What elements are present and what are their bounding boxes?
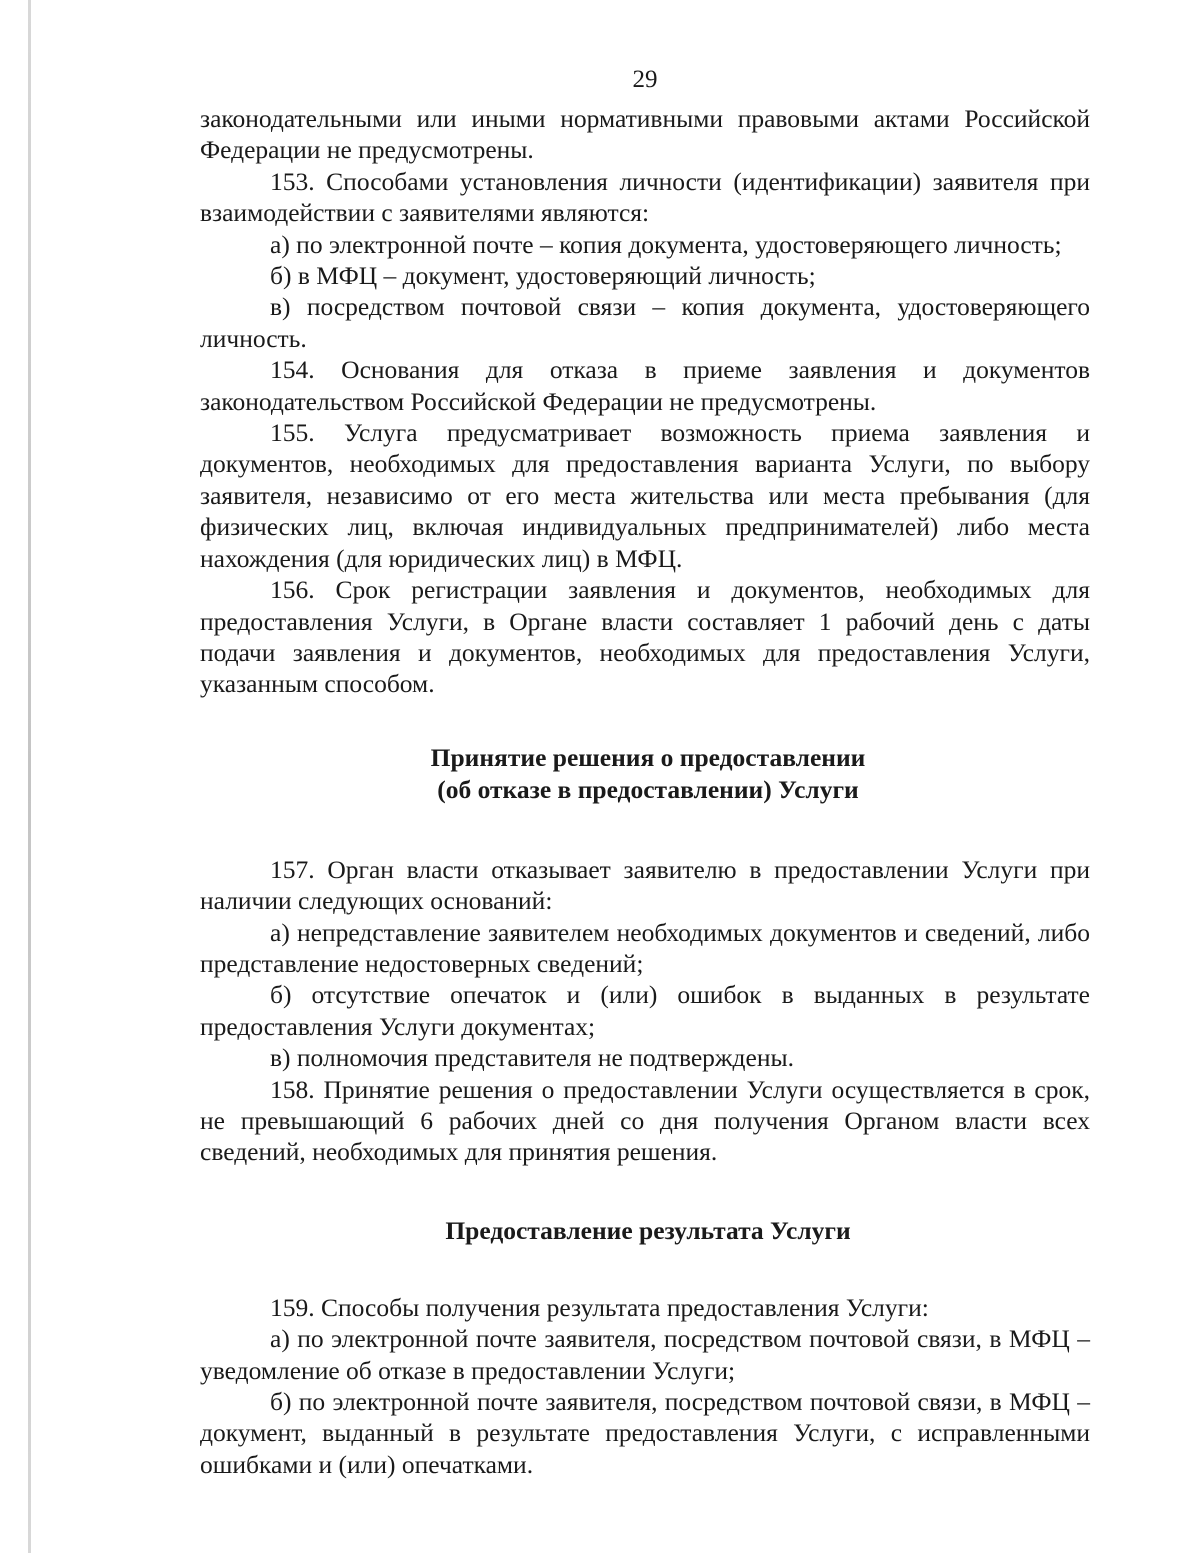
paragraph-159: 159. Способы получения результата предоставления Услуги: [270, 1292, 929, 1322]
section-heading-decision-line2: (об отказе в предоставлении) Услуги [437, 774, 859, 804]
section-heading-result [200, 1215, 1090, 1247]
paragraph-153-a: а) по электронной почте – копия документа, удостоверяющего личность; [270, 229, 1062, 259]
paragraph-157-a: а) непредставление заявителем необходимых документов и сведений, либо представление недостоверных сведений; [200, 917, 1090, 978]
section-heading-decision [200, 742, 1090, 806]
paragraph-159-b: б) по электронной почте заявителя, посредством почтовой связи, в МФЦ – документ, выданный в результате предоставления Услуги, с исправленными ошибками и (или) опечатками. [200, 1387, 1090, 1479]
paragraph-154: 154. Основания для отказа в приеме заявления и документов законодательством Российской Федерации не предусмотрены. [200, 355, 1090, 416]
paragraph-156: 156. Срок регистрации заявления и документов, необходимых для предоставления Услуги, в Органе власти составляет 1 рабочий день с даты подачи заявления и документов, необходимых для предоставления Услуги, указанным способом. [200, 575, 1090, 699]
page-number: 29 [632, 66, 658, 93]
paragraph-159-a: а) по электронной почте заявителя, посредством почтовой связи, в МФЦ – уведомление об отказе в предоставлении Услуги; [200, 1324, 1090, 1385]
paragraph-continuation: законодательными или иными нормативными правовыми актами Российской Федерации не предусмотрены. [200, 104, 1090, 165]
paragraph-153-b: б) в МФЦ – документ, удостоверяющий личность; [270, 261, 816, 291]
paragraph-157-v: в) полномочия представителя не подтверждены. [270, 1043, 794, 1073]
paragraph-157-b: б) отсутствие опечаток и (или) ошибок в выданных в результате предоставления Услуги документах; [200, 980, 1090, 1041]
paragraph-153-v: в) посредством почтовой связи – копия документа, удостоверяющего личность. [200, 292, 1090, 353]
paragraph-155: 155. Услуга предусматривает возможность приема заявления и документов, необходимых для предоставления варианта Услуги, по выбору заявителя, независимо от его места жительства или места пребывания (для физических лиц, включая индивидуальных предпринимателей) либо места нахождения (для юридических лиц) в МФЦ. [200, 418, 1090, 573]
paragraph-158: 158. Принятие решения о предоставлении Услуги осуществляется в срок, не превышающий 6 рабочих дней со дня получения Органом власти всех сведений, необходимых для принятия решения. [200, 1074, 1090, 1167]
section-heading-decision-line1: Принятие решения о предоставлении [430, 742, 866, 772]
document-body [200, 103, 1090, 1480]
section-heading-result-line1: Предоставление результата Услуги [445, 1215, 851, 1245]
paragraph-153: 153. Способами установления личности (идентификации) заявителя при взаимодействии с заявителями являются: [200, 166, 1090, 228]
scan-edge-shadow [28, 0, 31, 1553]
paragraph-157: 157. Орган власти отказывает заявителю в предоставлении Услуги при наличии следующих оснований: [200, 854, 1090, 916]
